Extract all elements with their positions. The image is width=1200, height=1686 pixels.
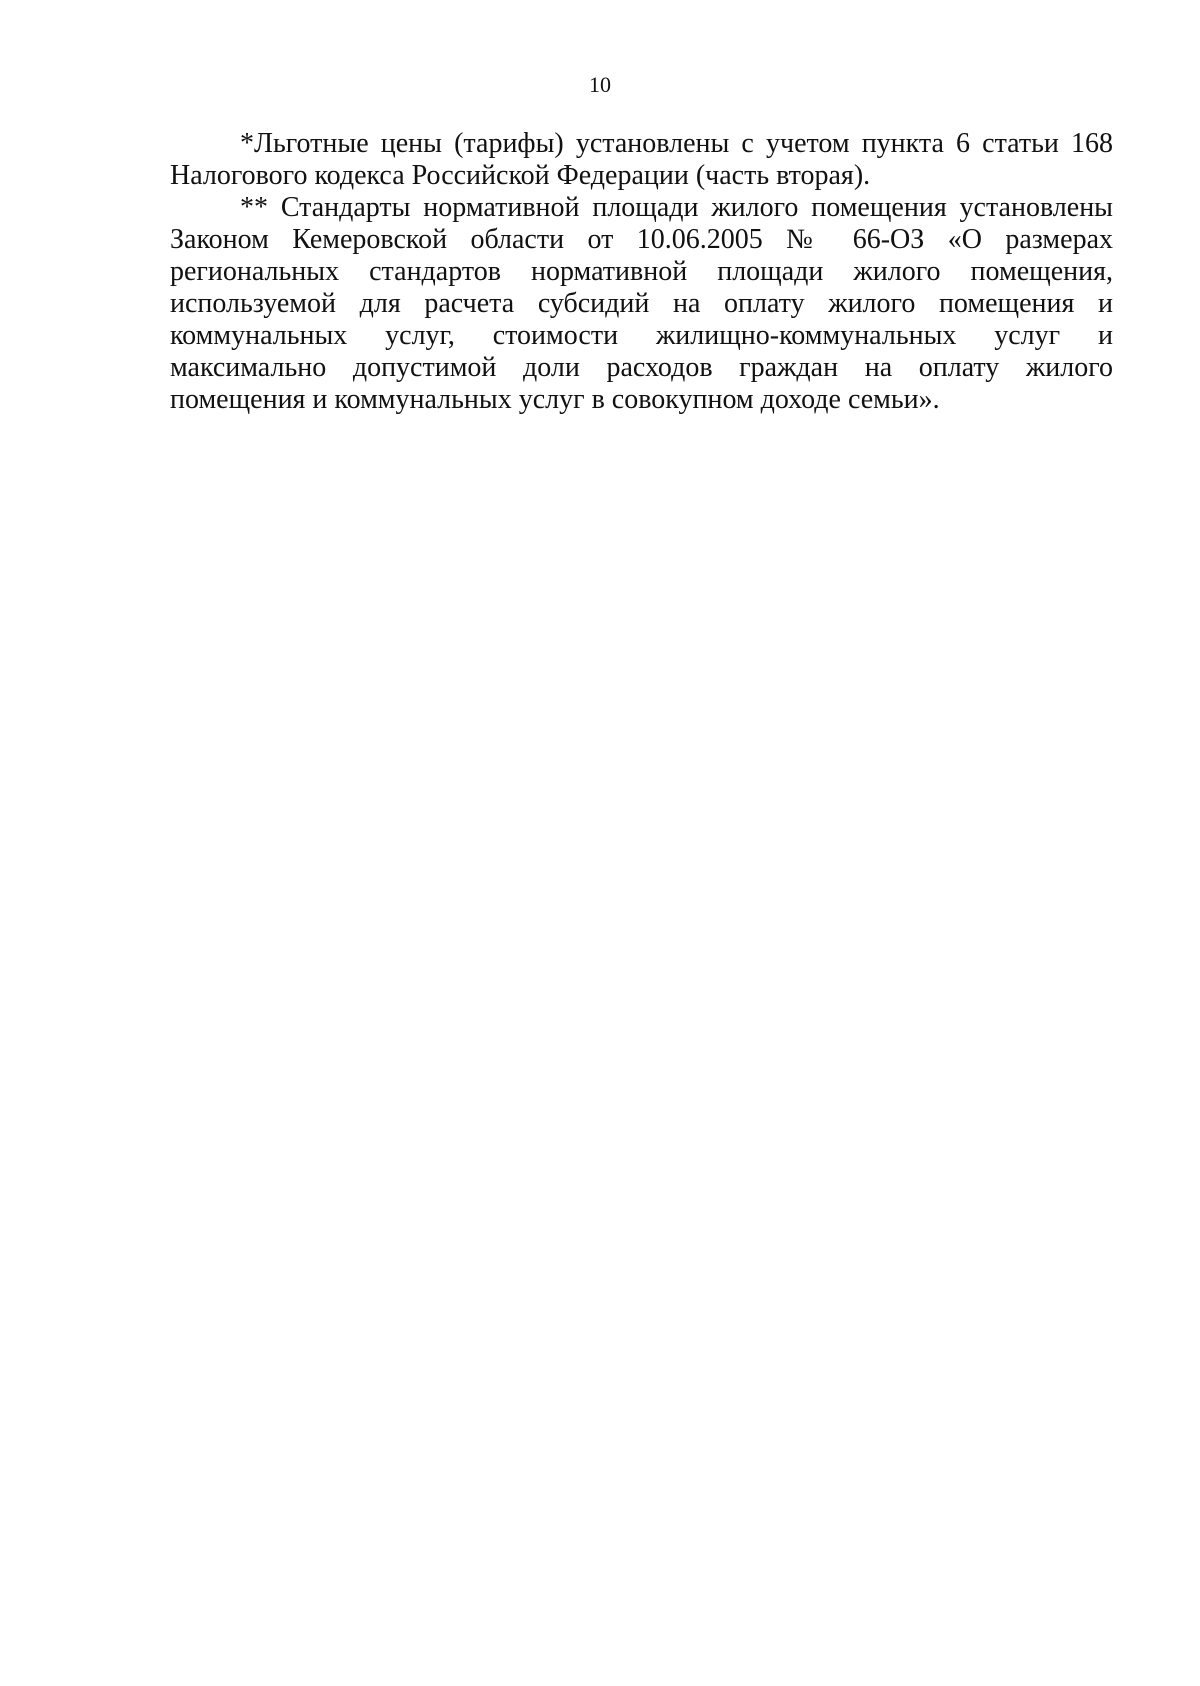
- footnotes-block: [170, 128, 1113, 416]
- footnote-standards: ** Стандарты нормативной площади жилого помещения установлены Законом Кемеровской области от 10.06.2005 № 66-ОЗ «О размерах региональных стандартов нормативной площади жилого помещения, используемой для расчета субсидий на оплату жилого помещения и коммунальных услуг, стоимости жилищно-коммунальных услуг и максимально допустимой доли расходов граждан на оплату жилого помещения и коммунальных услуг в совокупном доходе семьи».: [170, 192, 1113, 415]
- page-number: 10: [589, 72, 611, 97]
- footnote-tariffs: *Льготные цены (тарифы) установлены с учетом пункта 6 статьи 168 Налогового кодекса Российской Федерации (часть вторая).: [170, 128, 1113, 191]
